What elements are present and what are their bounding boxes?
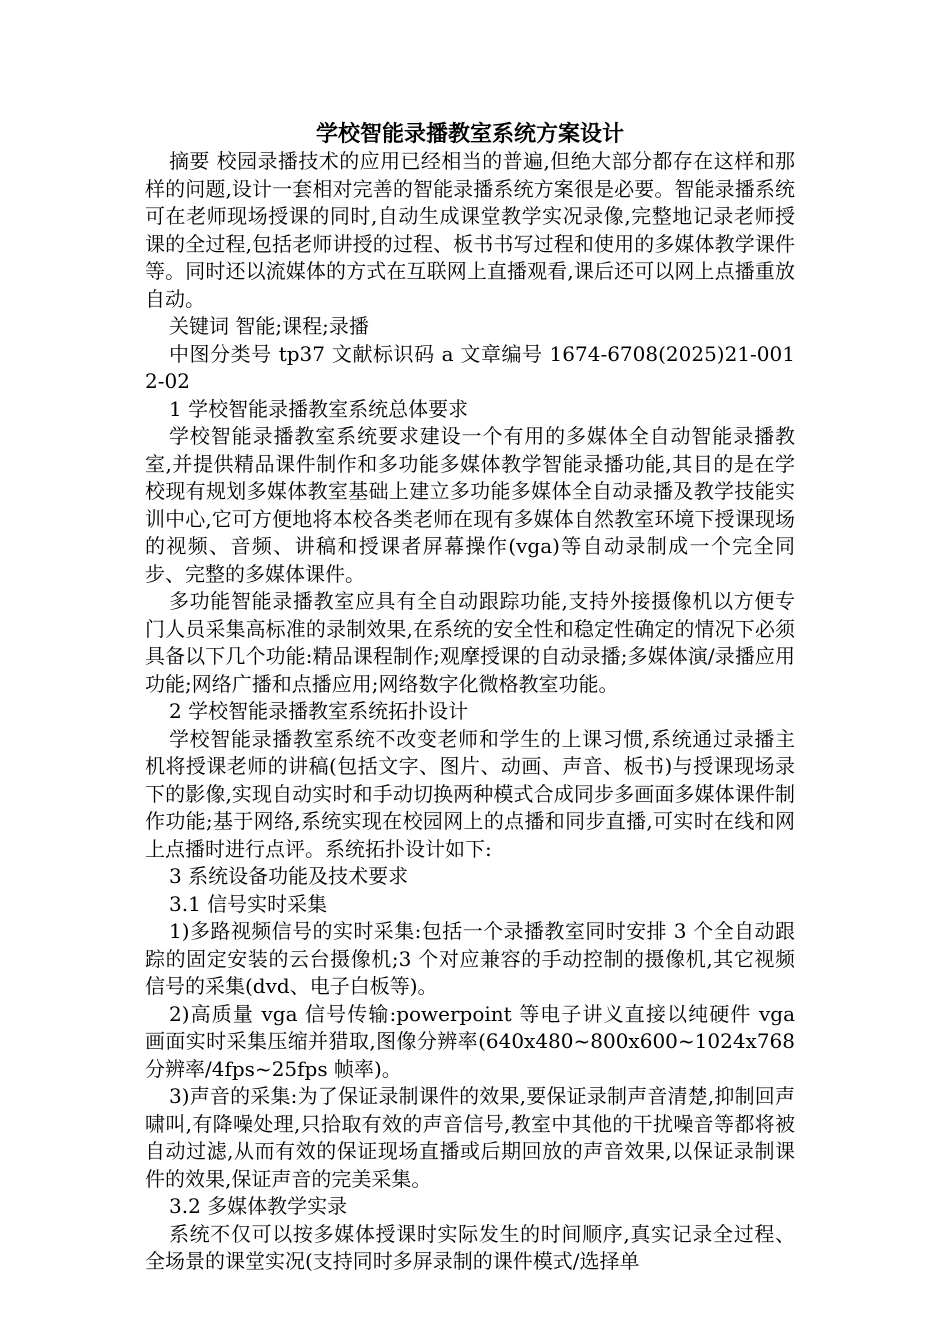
body-paragraph: 系统不仅可以按多媒体授课时实际发生的时间顺序,真实记录全过程、全场景的课堂实况(支持同时多屏录制的课件模式/选择单 <box>145 1221 795 1273</box>
classification-line: 中图分类号 tp37 文献标识码 a 文章编号 1674-6708(2025)21-0012-02 <box>145 341 795 393</box>
section-heading-2: 2 学校智能录播教室系统拓扑设计 <box>169 699 469 723</box>
document-page <box>145 120 795 1276</box>
list-item: 2)高质量 vga 信号传输:powerpoint 等电子讲义直接以纯硬件 vga 画面实时采集压缩并猎取,图像分辨率(640x480~800x600~1024x768 分辨率/4fps~25fps 帧率)。 <box>145 1001 795 1081</box>
subsection-heading-3-2: 3.2 多媒体教学实录 <box>169 1194 348 1218</box>
body-paragraph: 学校智能录播教室系统不改变老师和学生的上课习惯,系统通过录播主机将授课老师的讲稿(包括文字、图片、动画、声音、板书)与授课现场录下的影像,实现自动实时和手动切换两种模式合成同步多画面多媒体课件制作功能;基于网络,系统实现在校园网上的点播和同步直播,可实时在线和网上点播时进行点评。系统拓扑设计如下: <box>145 726 795 861</box>
body-paragraph: 多功能智能录播教室应具有全自动跟踪功能,支持外接摄像机以方便专门人员采集高标准的录制效果,在系统的安全性和稳定性确定的情况下必须具备以下几个功能:精品课程制作;观摩授课的自动录播;多媒体演/录播应用功能;网络广播和点播应用;网络数字化微格教室功能。 <box>145 589 795 696</box>
list-item: 1)多路视频信号的实时采集:包括一个录播教室同时安排 3 个全自动跟踪的固定安装的云台摄像机;3 个对应兼容的手动控制的摄像机,其它视频信号的采集(dvd、电子白板等)。 <box>145 919 795 998</box>
keywords-line: 关键词 智能;课程;录播 <box>169 314 369 338</box>
body-paragraph: 学校智能录播教室系统要求建设一个有用的多媒体全自动智能录播教室,并提供精品课件制作和多功能多媒体教学智能录播功能,其目的是在学校现有规划多媒体教室基础上建立多功能多媒体全自动录播及教学技能实训中心,它可方便地将本校各类老师在现有多媒体自然教室环境下授课现场的视频、音频、讲稿和授课者屏幕操作(vga)等自动录制成一个完全同步、完整的多媒体课件。 <box>145 424 795 586</box>
list-item: 3)声音的采集:为了保证录制课件的效果,要保证录制声音清楚,抑制回声啸叫,有降噪处理,只拾取有效的声音信号,教室中其他的干扰噪音等都将被自动过滤,从而有效的保证现场直播或后期回放的声音效果,以保证录制课件的效果,保证声音的完美采集。 <box>145 1084 795 1191</box>
subsection-heading-3-1: 3.1 信号实时采集 <box>169 891 328 916</box>
document-title: 学校智能录播教室系统方案设计 <box>315 121 624 147</box>
section-heading-1: 1 学校智能录播教室系统总体要求 <box>169 396 469 421</box>
section-heading-3: 3 系统设备功能及技术要求 <box>169 864 409 888</box>
abstract-paragraph: 摘要 校园录播技术的应用已经相当的普遍,但绝大部分都存在这样和那样的问题,设计一套相对完善的智能录播系统方案很是必要。智能录播系统可在老师现场授课的同时,自动生成课堂教学实况录像,完整地记录老师授课的全过程,包括老师讲授的过程、板书书写过程和使用的多媒体教学课件等。同时还以流媒体的方式在互联网上直播观看,课后还可以网上点播重放自动。 <box>145 149 795 311</box>
